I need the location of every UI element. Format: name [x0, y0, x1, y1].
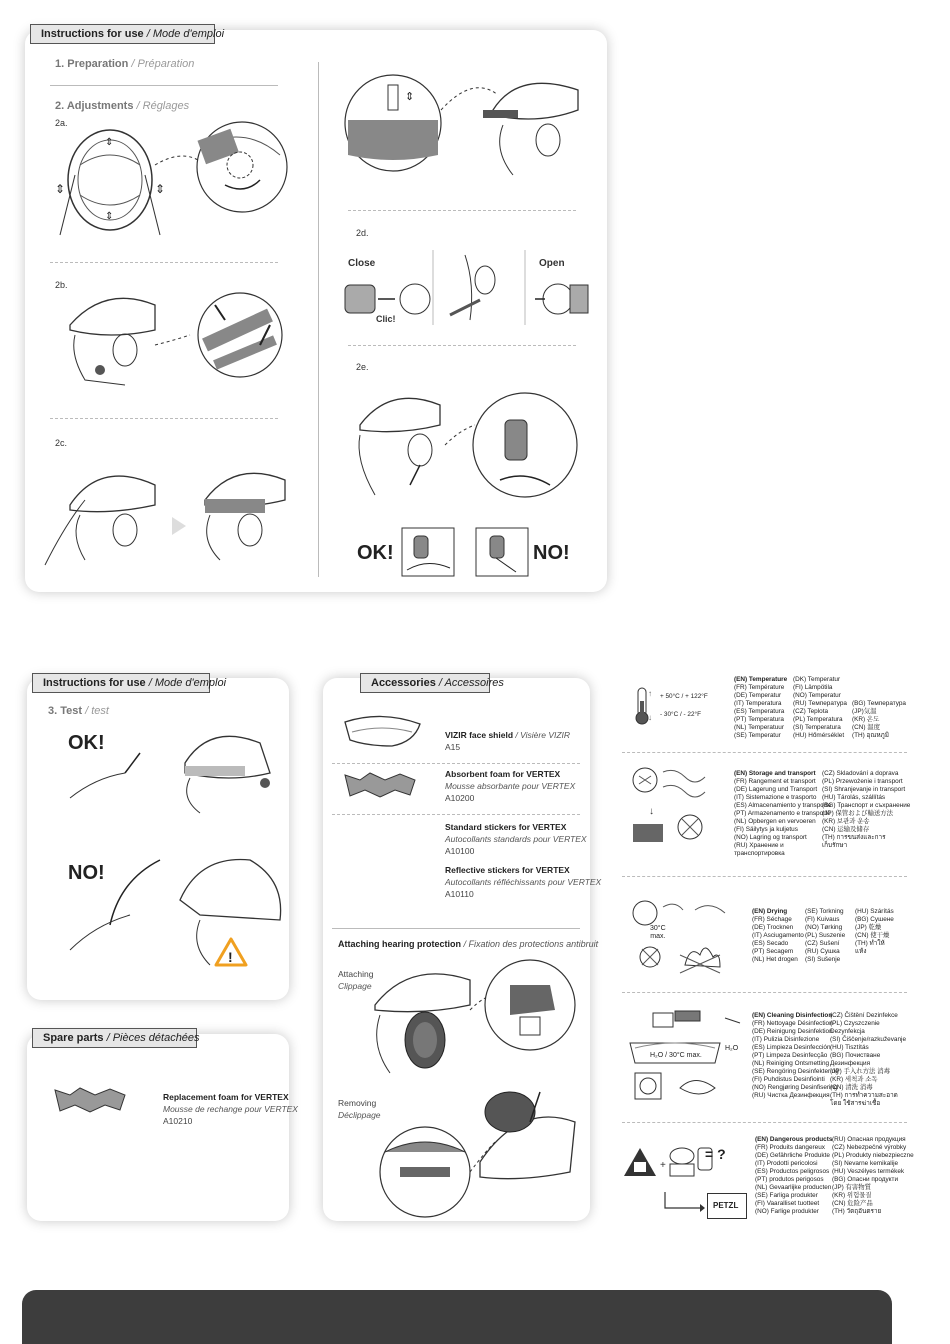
svg-text:⇕: ⇕	[55, 182, 66, 196]
preparation-title: 1. Preparation / Préparation	[55, 58, 195, 70]
step-2c: 2c.	[55, 438, 68, 448]
cleaning-h2o: H₂O	[725, 1045, 739, 1052]
cleaning-col1: (EN) Cleaning Disinfection (FR) Nettoyage Désinfection (DE) Reinigung Desinfektion (IT) Pulizia Disinfezione (ES) Limpieza Desinfección (PT) Limpeza Desinfecção (NL) Reiniging Ontsmetting (SE) Rengöring Desinfektering (FI) Puhdistus Desinfiointi (NO) Rengjøring Desinfisering (RU) Чистка Дезинфекция	[752, 1012, 839, 1099]
divider	[622, 752, 907, 753]
test-no-label: NO!	[68, 862, 105, 884]
storage-col2: (CZ) Skladování a doprava (PL) Przewożenie i transport (SI) Shranjevanje in transport (HU) Tárolás, szállítás (BG) Транспорт и съхранение (JP) 保管および輸送方法 (KR) 보관과 운송 (CN) 运输及储存 (TH) การขนส่งและการ เก็บรักษา	[822, 770, 911, 849]
accessory-absorbent-foam: Absorbent foam for VERTEX Mousse absorbante pour VERTEX A10200	[445, 769, 576, 803]
svg-text:⇕: ⇕	[105, 211, 114, 222]
drying-col2: (SE) Torkning (FI) Kuivaus (NO) Tørking (PL) Suszenie (CZ) Sušení (RU) Сушка (SI) Sušenje	[805, 908, 846, 963]
temperature-col1: (EN) Temperature (FR) Température (DE) Temperatur (IT) Temperatura (ES) Temperatura (PT) Temperatura (NL) Temperatuur (SE) Temperatur	[734, 676, 788, 739]
hearing-attach-illustration	[370, 955, 580, 1075]
helmet-headband-height-illustration	[343, 65, 583, 185]
no-label: NO!	[533, 542, 570, 564]
accessory-standard-stickers: Standard stickers for VERTEX Autocollants standards pour VERTEX A10100	[445, 822, 587, 856]
dangerous-question: = ?	[705, 1146, 726, 1162]
accessory-reflective-stickers: Reflective stickers for VERTEX Autocollants réfléchissants pour VERTEX A10110	[445, 865, 602, 899]
svg-text:+: +	[660, 1160, 666, 1171]
divider	[348, 210, 576, 211]
drying-temp: 30°C max.	[650, 925, 666, 940]
hearing-title: Attaching hearing protection / Fixation des protections antibruit	[338, 939, 599, 949]
tab-subtitle: / Mode d'emploi	[146, 28, 225, 40]
foam-icon	[50, 1085, 130, 1115]
no-example-illustration	[476, 528, 528, 576]
helmet-headband-illustration	[40, 455, 290, 570]
label-close: Close	[348, 258, 376, 269]
step-2a: 2a.	[55, 118, 68, 128]
dangerous-col2: (RU) Опасная продукция (CZ) Nebezpečné výrobky (PL) Produkty niebezpieczne (SI) Nevarne kemikalije (HU) Veszélyes termékek (BG) Опасни продукти (JP) 有害物質 (KR) 위험물질 (CN) 危险产品 (TH) วัตถุอันตราย	[832, 1136, 914, 1215]
hearing-remove-illustration	[370, 1082, 580, 1212]
helmet-top-view-illustration	[55, 125, 285, 245]
temperature-col3: (BG) Температура (JP)気温 (KR) 온도 (CN) 温度 (TH) อุณหภูมิ	[852, 700, 906, 739]
spare-parts-panel	[27, 1034, 289, 1221]
storage-transport-icon	[625, 762, 715, 850]
drying-col1: (EN) Drying (FR) Séchage (DE) Trocknen (IT) Asciugamento (ES) Secado (PT) Secagem (NL) Het drogen	[752, 908, 804, 963]
test-ok-label: OK!	[68, 732, 105, 754]
divider	[332, 763, 580, 764]
divider	[332, 928, 580, 929]
svg-text:⇕: ⇕	[405, 91, 415, 103]
divider	[622, 1122, 907, 1123]
divider	[50, 85, 278, 86]
instructions-tab	[30, 24, 225, 44]
divider	[50, 418, 278, 419]
adjustments-title: 2. Adjustments / Réglages	[55, 100, 190, 112]
label-clic: Clic!	[376, 314, 396, 324]
temp-cold: - 30°C / - 22°F	[660, 711, 701, 718]
chinstrap-buckle-illustration	[340, 245, 590, 330]
spare-parts-tab: Spare parts / Pièces détachées	[32, 1028, 197, 1048]
accessory-vizir: VIZIR face shield / Visière VIZIR A15	[445, 730, 571, 752]
attaching-label: Attaching Clippage	[338, 969, 374, 991]
dangerous-col1: (EN) Dangerous products (FR) Produits dangereux (DE) Gefährliche Produkte (IT) Prodotti pericolosi (ES) Productos peligrosos (PT) produtos perigosos (NL) Gevaarlijke producten (SE) Farliga produkter (FI) Vaaralliset tuotteet (NO) Farlige produkter	[755, 1136, 833, 1215]
test-tab: Instructions for use / Mode d'emploi	[32, 673, 210, 693]
label-open: Open	[539, 258, 565, 269]
svg-text:⇕: ⇕	[105, 137, 114, 148]
petzl-label: PETZL	[713, 1201, 739, 1210]
cleaning-water: H₂O / 30°C max.	[650, 1052, 702, 1059]
drying-icon	[625, 895, 735, 975]
cleaning-col2: (CZ) Čištění Dezinfekce (PL) Czyszczenie Dezynfekcja (SI) Čiščenje/razkuževanje (HU) Tisztítás (BG) Почистване Дезинфекция (JP) 手入れ方法 消毒 (KR) 세척과 소독 (CN) 清洗 消毒 (TH) การทำความสะอาด โดย ใช้สารฆ่าเชื้อ	[830, 1012, 907, 1107]
test-ok-illustration	[70, 728, 285, 813]
temp-hot: + 50°C / + 122°F	[660, 693, 708, 700]
chinstrap-adjust-illustration	[350, 385, 580, 500]
footer-bar	[22, 1290, 892, 1344]
dangerous-products-icon	[622, 1140, 717, 1190]
divider	[348, 345, 576, 346]
helmet-side-adjust-illustration	[65, 285, 285, 390]
svg-text:⇕: ⇕	[155, 182, 166, 196]
svg-text:↑: ↑	[648, 689, 652, 698]
divider	[332, 814, 580, 815]
visor-icon	[342, 712, 422, 750]
svg-text:↓: ↓	[649, 806, 654, 817]
storage-col1: (EN) Storage and transport (FR) Rangement et transport (DE) Lagerung und Transport (IT) Sistemazione e trasporto (ES) Almacenamiento y transporte (PT) Armazenamento e transporte (NL) Opbergen en vervoeren (FI) Säilytys ja kuljetus (NO) Lagring og transport (RU) Хранение и транспортировка	[734, 770, 832, 857]
column-divider	[318, 62, 319, 577]
divider	[50, 262, 278, 263]
accessories-tab: Accessories / Accessoires	[360, 673, 490, 693]
step-2e: 2e.	[356, 362, 369, 372]
absorbent-foam-icon	[340, 770, 420, 800]
step-2b: 2b.	[55, 280, 68, 290]
ok-label: OK!	[357, 542, 394, 564]
tab-title: Instructions for use	[41, 28, 144, 40]
removing-label: Removing Déclippage	[338, 1098, 381, 1120]
test-no-illustration	[70, 850, 285, 970]
divider	[622, 876, 907, 877]
test-title: 3. Test / test	[48, 705, 109, 717]
spare-item: Replacement foam for VERTEX Mousse de rechange pour VERTEX A10210	[163, 1092, 298, 1126]
ok-example-illustration	[402, 528, 454, 576]
step-2d: 2d.	[356, 228, 369, 238]
warning-icon	[214, 937, 248, 967]
temperature-col2: (DK) Temperatur (FI) Lämpötila (NO) Temperatur (RU) Температура (CZ) Teplota (PL) Temperatura (SI) Temperatura (HU) Hőmérséklet	[793, 676, 847, 739]
return-arrow-icon	[660, 1190, 705, 1218]
svg-text:↓: ↓	[648, 713, 652, 722]
thermometer-icon	[628, 686, 658, 726]
drying-col3: (HU) Szárítás (BG) Сушене (JP) 乾燥 (CN) 使干燥 (TH) ทำให้ แห้ง	[855, 908, 894, 955]
divider	[622, 992, 907, 993]
svg-text:!: !	[228, 949, 233, 965]
